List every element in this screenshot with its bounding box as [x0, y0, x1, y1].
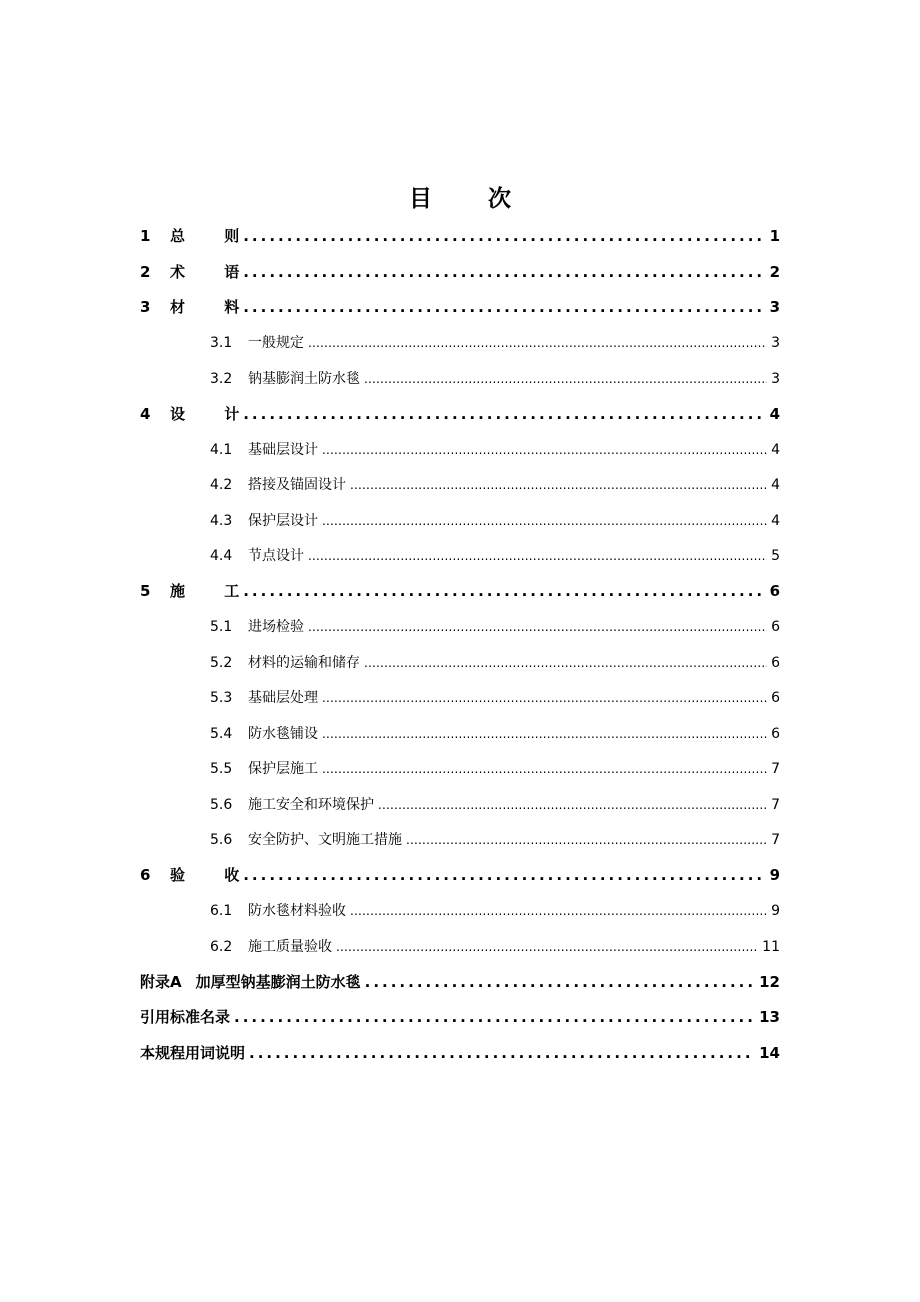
toc-entry-4[interactable] — [140, 396, 780, 432]
toc-leader-dots — [308, 336, 767, 350]
toc-entry-label: 安全防护、文明施工措施 — [248, 832, 402, 849]
toc-entry-5[interactable] — [140, 573, 780, 609]
toc-leader-dots — [322, 691, 767, 705]
toc-leader-dots — [243, 227, 765, 245]
toc-entry-label: 设 计 — [170, 404, 257, 423]
toc-entry-page: 9 — [771, 903, 780, 920]
toc-leader-dots — [243, 298, 765, 316]
toc-entry-label: 施 工 — [170, 582, 257, 601]
toc-entry-5-2[interactable] — [140, 644, 780, 680]
toc-entry-number: 4.4 — [210, 548, 233, 565]
toc-entry-5-5[interactable] — [140, 751, 780, 787]
toc-entry-label: 防水毯材料验收 — [248, 903, 346, 920]
toc-entry-page: 4 — [771, 441, 780, 458]
toc-entry-references[interactable] — [140, 999, 780, 1035]
toc-entry-4-2[interactable] — [140, 467, 780, 503]
toc-entry-number: 3.2 — [210, 370, 233, 387]
toc-entry-page: 5 — [771, 548, 780, 565]
toc-entry-number: 5.6 — [210, 796, 233, 813]
toc-entry-page: 4 — [771, 477, 780, 494]
toc-entry-label: 施工安全和环境保护 — [248, 796, 374, 813]
toc-entry-number: 4.2 — [210, 477, 233, 494]
toc-entry-page: 9 — [769, 866, 780, 885]
toc-entry-6[interactable] — [140, 857, 780, 893]
toc-leader-dots — [234, 1008, 755, 1026]
toc-entry-6-1[interactable] — [140, 893, 780, 929]
toc-title: 目 次 — [408, 186, 535, 212]
toc-entry-page: 11 — [762, 938, 780, 955]
toc-leader-dots — [322, 762, 767, 776]
toc-entry-label: 钠基膨润土防水毯 — [248, 370, 360, 387]
toc-entry-page: 7 — [771, 796, 780, 813]
toc-entry-number: 4.1 — [210, 441, 233, 458]
toc-entry-1[interactable] — [140, 218, 780, 254]
toc-entry-5-6a[interactable] — [140, 786, 780, 822]
toc-leader-dots — [308, 620, 767, 634]
toc-entry-wording[interactable] — [140, 1035, 780, 1071]
toc-leader-dots — [243, 866, 765, 884]
toc-entry-number: 3 — [140, 298, 151, 317]
toc-entry-label: 进场检验 — [248, 619, 304, 636]
toc-leader-dots — [308, 549, 767, 563]
toc-entry-label: 节点设计 — [248, 548, 304, 565]
toc-entry-number: 5.4 — [210, 725, 233, 742]
toc-leader-dots — [350, 478, 767, 492]
toc-entry-page: 3 — [769, 298, 780, 317]
toc-entry-label: 施工质量验收 — [248, 938, 332, 955]
toc-entry-2[interactable] — [140, 254, 780, 290]
toc-leader-dots — [364, 372, 767, 386]
toc-entry-page: 13 — [759, 1008, 780, 1027]
toc-entry-number: 5.6 — [210, 832, 233, 849]
toc-leader-dots — [364, 656, 767, 670]
toc-entry-page: 6 — [771, 690, 780, 707]
toc-entry-page: 4 — [769, 404, 780, 423]
toc-entry-page: 14 — [759, 1043, 780, 1062]
toc-entry-label: 本规程用词说明 — [140, 1043, 246, 1062]
toc-entry-4-3[interactable] — [140, 502, 780, 538]
toc-entry-5-1[interactable] — [140, 609, 780, 645]
toc-entry-number: 5.3 — [210, 690, 233, 707]
toc-entry-page: 6 — [771, 654, 780, 671]
toc-entry-4-1[interactable] — [140, 431, 780, 467]
toc-entry-label: 引用标准名录 — [140, 1008, 231, 1027]
toc-leader-dots — [322, 514, 767, 528]
toc-entry-number: 5.2 — [210, 654, 233, 671]
toc-entry-label: 基础层处理 — [248, 690, 318, 707]
toc-entry-page: 6 — [771, 725, 780, 742]
toc-entry-label: 材料的运输和储存 — [248, 654, 360, 671]
toc-entry-3-1[interactable] — [140, 325, 780, 361]
toc-entry-3-2[interactable] — [140, 360, 780, 396]
toc-entry-label: 验 收 — [170, 866, 257, 885]
toc-entry-number: 4.3 — [210, 512, 233, 529]
toc-leader-dots — [322, 443, 767, 457]
toc-entry-page: 7 — [771, 761, 780, 778]
toc-entry-number: 4 — [140, 404, 151, 423]
toc-entry-number: 6.2 — [210, 938, 233, 955]
toc-entry-6-2[interactable] — [140, 928, 780, 964]
toc-entry-page: 4 — [771, 512, 780, 529]
toc-entry-label: 加厚型钠基膨润土防水毯 — [195, 972, 361, 991]
toc-leader-dots — [365, 973, 756, 991]
toc-entry-5-6b[interactable] — [140, 822, 780, 858]
toc-entry-label: 一般规定 — [248, 335, 304, 352]
toc-entry-page: 7 — [771, 832, 780, 849]
toc-entry-number: 附录A — [140, 972, 182, 991]
toc-entry-page: 12 — [759, 972, 780, 991]
toc-entry-label: 保护层设计 — [248, 512, 318, 529]
toc-entry-page: 6 — [771, 619, 780, 636]
toc-entry-page: 6 — [769, 582, 780, 601]
toc-entry-number: 1 — [140, 227, 151, 246]
toc-entry-appendix-a[interactable] — [140, 964, 780, 1000]
toc-leader-dots — [378, 798, 767, 812]
toc-entry-number: 5.1 — [210, 619, 233, 636]
toc-entry-number: 5.5 — [210, 761, 233, 778]
toc-entry-number: 3.1 — [210, 335, 233, 352]
toc-leader-dots — [350, 904, 767, 918]
toc-entry-label: 术 语 — [170, 262, 257, 281]
table-of-contents — [140, 218, 780, 1070]
toc-entry-label: 材 料 — [170, 298, 257, 317]
toc-leader-dots — [243, 582, 765, 600]
toc-entry-number: 6.1 — [210, 903, 233, 920]
toc-entry-5-4[interactable] — [140, 715, 780, 751]
toc-entry-page: 2 — [769, 262, 780, 281]
toc-entry-page: 3 — [771, 335, 780, 352]
toc-entry-label: 搭接及锚固设计 — [248, 477, 346, 494]
toc-entry-number: 2 — [140, 262, 151, 281]
toc-entry-4-4[interactable] — [140, 538, 780, 574]
toc-entry-5-3[interactable] — [140, 680, 780, 716]
toc-leader-dots — [322, 727, 767, 741]
toc-entry-number: 6 — [140, 866, 151, 885]
toc-entry-label: 防水毯铺设 — [248, 725, 318, 742]
toc-entry-number: 5 — [140, 582, 151, 601]
toc-leader-dots — [406, 833, 767, 847]
toc-leader-dots — [336, 940, 758, 954]
toc-entry-page: 3 — [771, 370, 780, 387]
toc-leader-dots — [249, 1044, 755, 1062]
toc-entry-3[interactable] — [140, 289, 780, 325]
toc-leader-dots — [243, 263, 765, 281]
toc-entry-page: 1 — [769, 227, 780, 246]
toc-entry-label: 基础层设计 — [248, 441, 318, 458]
toc-entry-label: 保护层施工 — [248, 761, 318, 778]
toc-leader-dots — [243, 405, 765, 423]
toc-entry-label: 总 则 — [170, 227, 257, 246]
